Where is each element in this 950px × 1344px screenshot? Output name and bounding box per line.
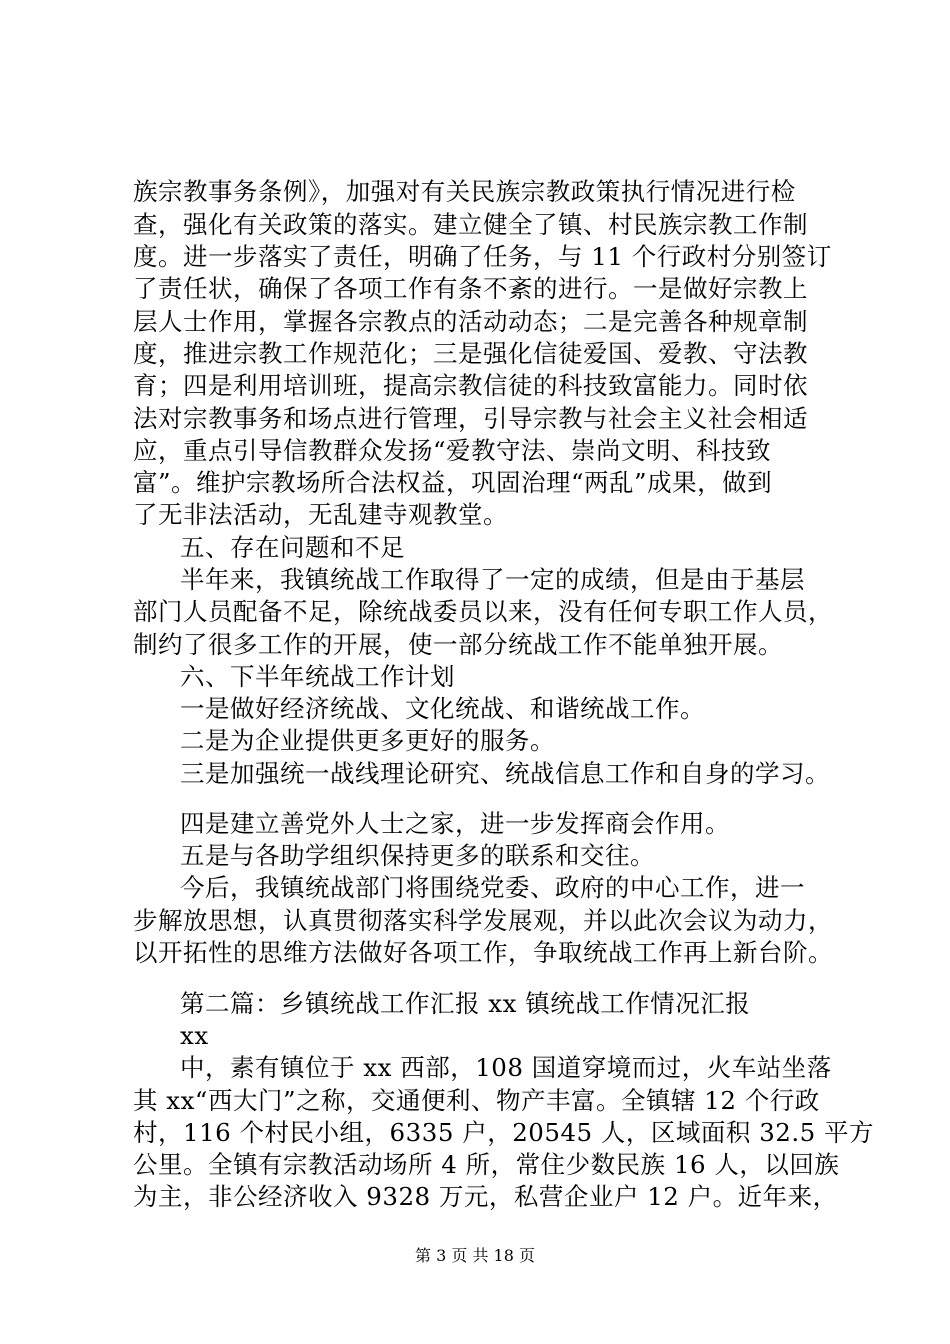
paragraph-line: 部门人员配备不足，除统战委员以来，没有任何专职工作人员，	[133, 597, 833, 626]
paragraph-line: 五是与各助学组织保持更多的联系和交往。	[180, 841, 655, 870]
paragraph-line: 层人士作用，掌握各宗教点的活动动态；二是完善各种规章制	[133, 307, 808, 336]
paragraph-line: 育；四是利用培训班，提高宗教信徒的科技致富能力。同时依	[133, 371, 808, 400]
paragraph-line: xx	[180, 1021, 209, 1050]
paragraph-line: 三是加强统一战线理论研究、统战信息工作和自身的学习。	[180, 759, 830, 788]
paragraph-line: 半年来，我镇统战工作取得了一定的成绩，但是由于基层	[180, 565, 805, 594]
paragraph-line: 今后，我镇统战部门将围绕党委、政府的中心工作，进一	[180, 873, 805, 902]
paragraph-line: 法对宗教事务和场点进行管理，引导宗教与社会主义社会相适	[133, 404, 808, 433]
paragraph-line: 为主，非公经济收入 9328 万元，私营企业户 12 户。近年来，	[133, 1182, 838, 1211]
section-heading: 六、下半年统战工作计划	[180, 662, 455, 691]
paragraph-line: 二是为企业提供更多更好的服务。	[180, 726, 555, 755]
paragraph-line: 其 xx“西大门”之称，交通便利、物产丰富。全镇辖 12 个行政	[133, 1086, 820, 1115]
paragraph-line: 度，推进宗教工作规范化；三是强化信徒爱国、爱教、守法教	[133, 339, 808, 368]
chapter-title: 第二篇：乡镇统战工作汇报 xx 镇统战工作情况汇报	[180, 989, 751, 1018]
paragraph-line: 了无非法活动，无乱建寺观教堂。	[133, 500, 508, 529]
paragraph-line: 一是做好经济统战、文化统战、和谐统战工作。	[180, 694, 705, 723]
paragraph-line: 制约了很多工作的开展，使一部分统战工作不能单独开展。	[133, 630, 783, 659]
paragraph-line: 以开拓性的思维方法做好各项工作，争取统战工作再上新台阶。	[133, 938, 833, 967]
paragraph-line: 应，重点引导信教群众发扬“爱教守法、崇尚文明、科技致	[133, 436, 772, 465]
paragraph-line: 族宗教事务条例》，加强对有关民族宗教政策执行情况进行检	[133, 177, 796, 206]
paragraph-line: 度。进一步落实了责任，明确了任务，与 11 个行政村分别签订	[133, 242, 832, 271]
paragraph-line: 步解放思想，认真贯彻落实科学发展观，并以此次会议为动力，	[133, 906, 833, 935]
paragraph-line: 村，116 个村民小组，6335 户，20545 人，区域面积 32.5 平方	[133, 1118, 875, 1147]
paragraph-line: 富”。维护宗教场所合法权益，巩固治理“两乱”成果，做到	[133, 468, 773, 497]
paragraph-line: 中，素有镇位于 xx 西部，108 国道穿境而过，火车站坐落	[180, 1053, 832, 1082]
paragraph-line: 公里。全镇有宗教活动场所 4 所，常住少数民族 16 人，以回族	[133, 1150, 840, 1179]
page-footer: 第 3 页 共 18 页	[415, 1246, 535, 1265]
paragraph-line: 了责任状，确保了各项工作有条不紊的进行。一是做好宗教上	[133, 274, 808, 303]
paragraph-line: 四是建立善党外人士之家，进一步发挥商会作用。	[180, 809, 730, 838]
section-heading: 五、存在问题和不足	[180, 533, 405, 562]
paragraph-line: 查，强化有关政策的落实。建立健全了镇、村民族宗教工作制	[133, 210, 808, 239]
